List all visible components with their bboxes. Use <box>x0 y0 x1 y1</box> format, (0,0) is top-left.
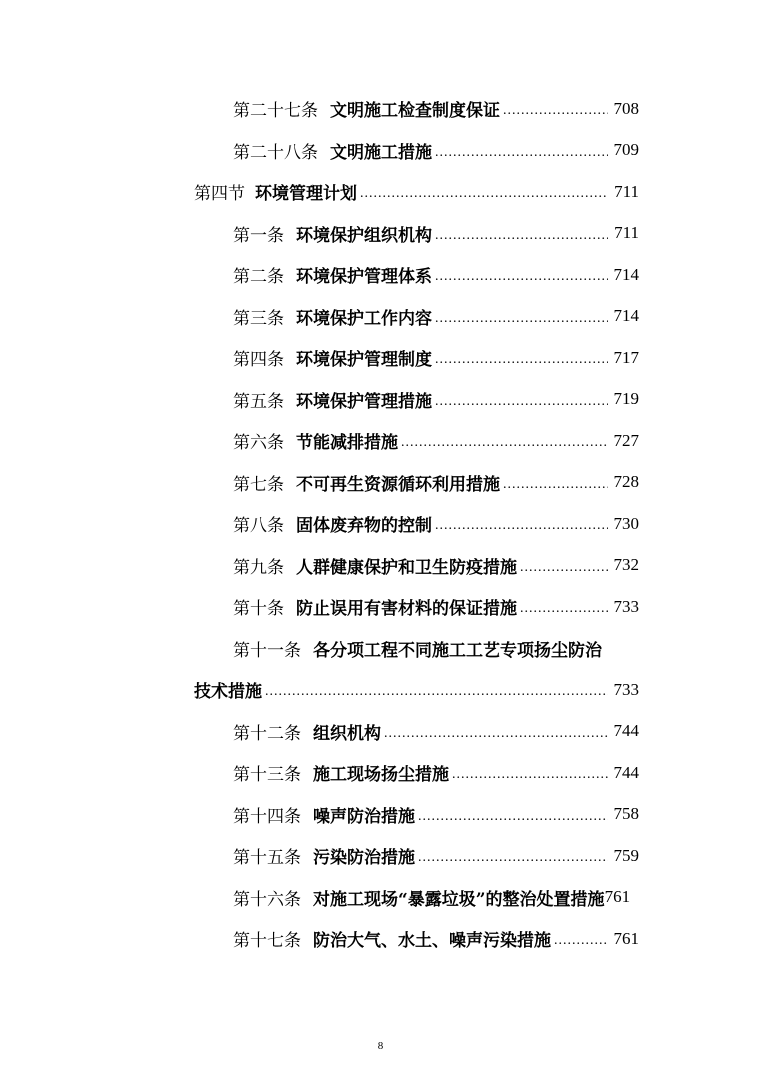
toc-entry-number: 第四节 <box>194 184 245 205</box>
toc-entry-number: 第十四条 <box>233 806 301 827</box>
toc-entry[interactable] <box>0 503 639 545</box>
toc-entry-page: 730 <box>613 513 639 533</box>
toc-entry[interactable] <box>0 420 639 462</box>
dot-leader <box>435 225 608 242</box>
toc-entry-page: 711 <box>614 223 639 243</box>
dot-leader <box>554 930 608 947</box>
toc-entry[interactable] <box>0 296 639 338</box>
toc-entry-page: 719 <box>613 389 639 409</box>
toc-entry-page: 728 <box>613 472 639 492</box>
toc-entry[interactable] <box>0 669 639 711</box>
toc-entry[interactable] <box>0 213 639 255</box>
toc-entry-number: 第五条 <box>233 391 284 412</box>
toc-entry-page: 761 <box>604 887 631 907</box>
toc-entry-title: 环境保护管理措施 <box>296 391 432 412</box>
toc-entry[interactable] <box>0 379 639 421</box>
dot-leader <box>435 391 608 408</box>
dot-leader <box>435 515 608 532</box>
dot-leader <box>520 557 608 574</box>
toc-entry-title: 防止误用有害材料的保证措施 <box>296 599 517 620</box>
toc-entry-number: 第六条 <box>233 433 284 454</box>
toc-entry-title: 环境管理计划 <box>255 184 357 205</box>
dot-leader <box>503 474 608 491</box>
toc-entry[interactable] <box>0 835 639 877</box>
toc-entry-number: 第九条 <box>233 557 284 578</box>
toc-entry-page: 744 <box>613 762 639 782</box>
toc-entry-number: 第七条 <box>233 474 284 495</box>
toc-entry-number: 第四条 <box>233 350 284 371</box>
toc-entry-title: 技术措施 <box>194 682 262 703</box>
toc-entry-number: 第二十八条 <box>233 142 318 163</box>
toc-entry-title: 对施工现场“暴露垃圾”的整治处置措施 <box>313 889 605 910</box>
toc-entry-page: 732 <box>613 555 639 575</box>
toc-entry-title: 人群健康保护和卫生防疫措施 <box>296 557 517 578</box>
toc-entry[interactable] <box>0 794 639 836</box>
toc-entry-title: 噪声防治措施 <box>313 806 415 827</box>
toc-entry-page: 717 <box>613 347 639 367</box>
toc-entry-number: 第三条 <box>233 308 284 329</box>
dot-leader <box>418 806 608 823</box>
dot-leader <box>401 432 608 449</box>
toc-entry[interactable] <box>0 545 639 587</box>
dot-leader <box>435 142 608 159</box>
dot-leader <box>435 349 608 366</box>
toc-entry[interactable] <box>0 877 639 919</box>
dot-leader <box>435 266 608 283</box>
toc-entry-number: 第十条 <box>233 599 284 620</box>
toc-entry[interactable] <box>0 254 639 296</box>
toc-entry-title: 污染防治措施 <box>313 848 415 869</box>
toc-entry-number: 第八条 <box>233 516 284 537</box>
toc-entry-page: 708 <box>613 98 639 118</box>
toc-entry[interactable] <box>0 628 639 670</box>
toc-entry-number: 第十五条 <box>233 848 301 869</box>
toc-entry[interactable] <box>0 462 639 504</box>
dot-leader <box>384 723 608 740</box>
toc-entry-number: 第十六条 <box>233 889 301 910</box>
table-of-contents <box>0 88 761 960</box>
toc-entry[interactable] <box>0 337 639 379</box>
toc-entry-title: 文明施工检查制度保证 <box>330 101 500 122</box>
toc-entry-page: 733 <box>613 679 639 699</box>
toc-entry-page: 727 <box>613 430 639 450</box>
toc-entry-page: 758 <box>613 804 639 824</box>
toc-entry-title: 环境保护管理体系 <box>296 267 432 288</box>
toc-entry-page: 744 <box>613 721 639 741</box>
toc-entry[interactable] <box>0 918 639 960</box>
toc-entry-number: 第十三条 <box>233 765 301 786</box>
dot-leader <box>503 100 608 117</box>
toc-entry-title: 各分项工程不同施工工艺专项扬尘防治 <box>313 640 602 661</box>
toc-entry[interactable] <box>0 586 639 628</box>
toc-entry-number: 第十七条 <box>233 931 301 952</box>
toc-entry-number: 第一条 <box>233 225 284 246</box>
toc-entry-title: 环境保护工作内容 <box>296 308 432 329</box>
dot-leader <box>360 183 608 200</box>
toc-entry-page: 761 <box>613 928 639 948</box>
toc-entry-number: 第二条 <box>233 267 284 288</box>
toc-entry[interactable] <box>0 88 639 130</box>
toc-entry[interactable] <box>0 130 639 172</box>
toc-entry-page: 714 <box>613 306 639 326</box>
toc-entry-title: 施工现场扬尘措施 <box>313 765 449 786</box>
toc-entry-page: 714 <box>613 264 639 284</box>
page-number: 8 <box>377 1040 384 1052</box>
toc-entry-title: 防治大气、水土、噪声污染措施 <box>313 931 551 952</box>
toc-entry-title: 不可再生资源循环利用措施 <box>296 474 500 495</box>
dot-leader <box>418 847 608 864</box>
toc-entry-title: 文明施工措施 <box>330 142 432 163</box>
toc-entry-number: 第二十七条 <box>233 101 318 122</box>
toc-entry-title: 环境保护管理制度 <box>296 350 432 371</box>
dot-leader <box>435 308 608 325</box>
toc-entry-title: 节能减排措施 <box>296 433 398 454</box>
toc-entry[interactable] <box>0 711 639 753</box>
dot-leader <box>265 681 608 698</box>
toc-entry-page: 709 <box>613 140 639 160</box>
dot-leader <box>452 764 608 781</box>
toc-entry-page: 759 <box>613 845 639 865</box>
toc-entry-number: 第十二条 <box>233 723 301 744</box>
toc-entry-number: 第十一条 <box>233 640 301 661</box>
toc-entry[interactable] <box>0 171 639 213</box>
toc-entry[interactable] <box>0 752 639 794</box>
toc-entry-title: 固体废弃物的控制 <box>296 516 432 537</box>
toc-entry-page: 711 <box>614 181 639 201</box>
toc-entry-title: 组织机构 <box>313 723 381 744</box>
toc-entry-title: 环境保护组织机构 <box>296 225 432 246</box>
toc-entry-page: 733 <box>613 596 639 616</box>
dot-leader <box>520 598 608 615</box>
